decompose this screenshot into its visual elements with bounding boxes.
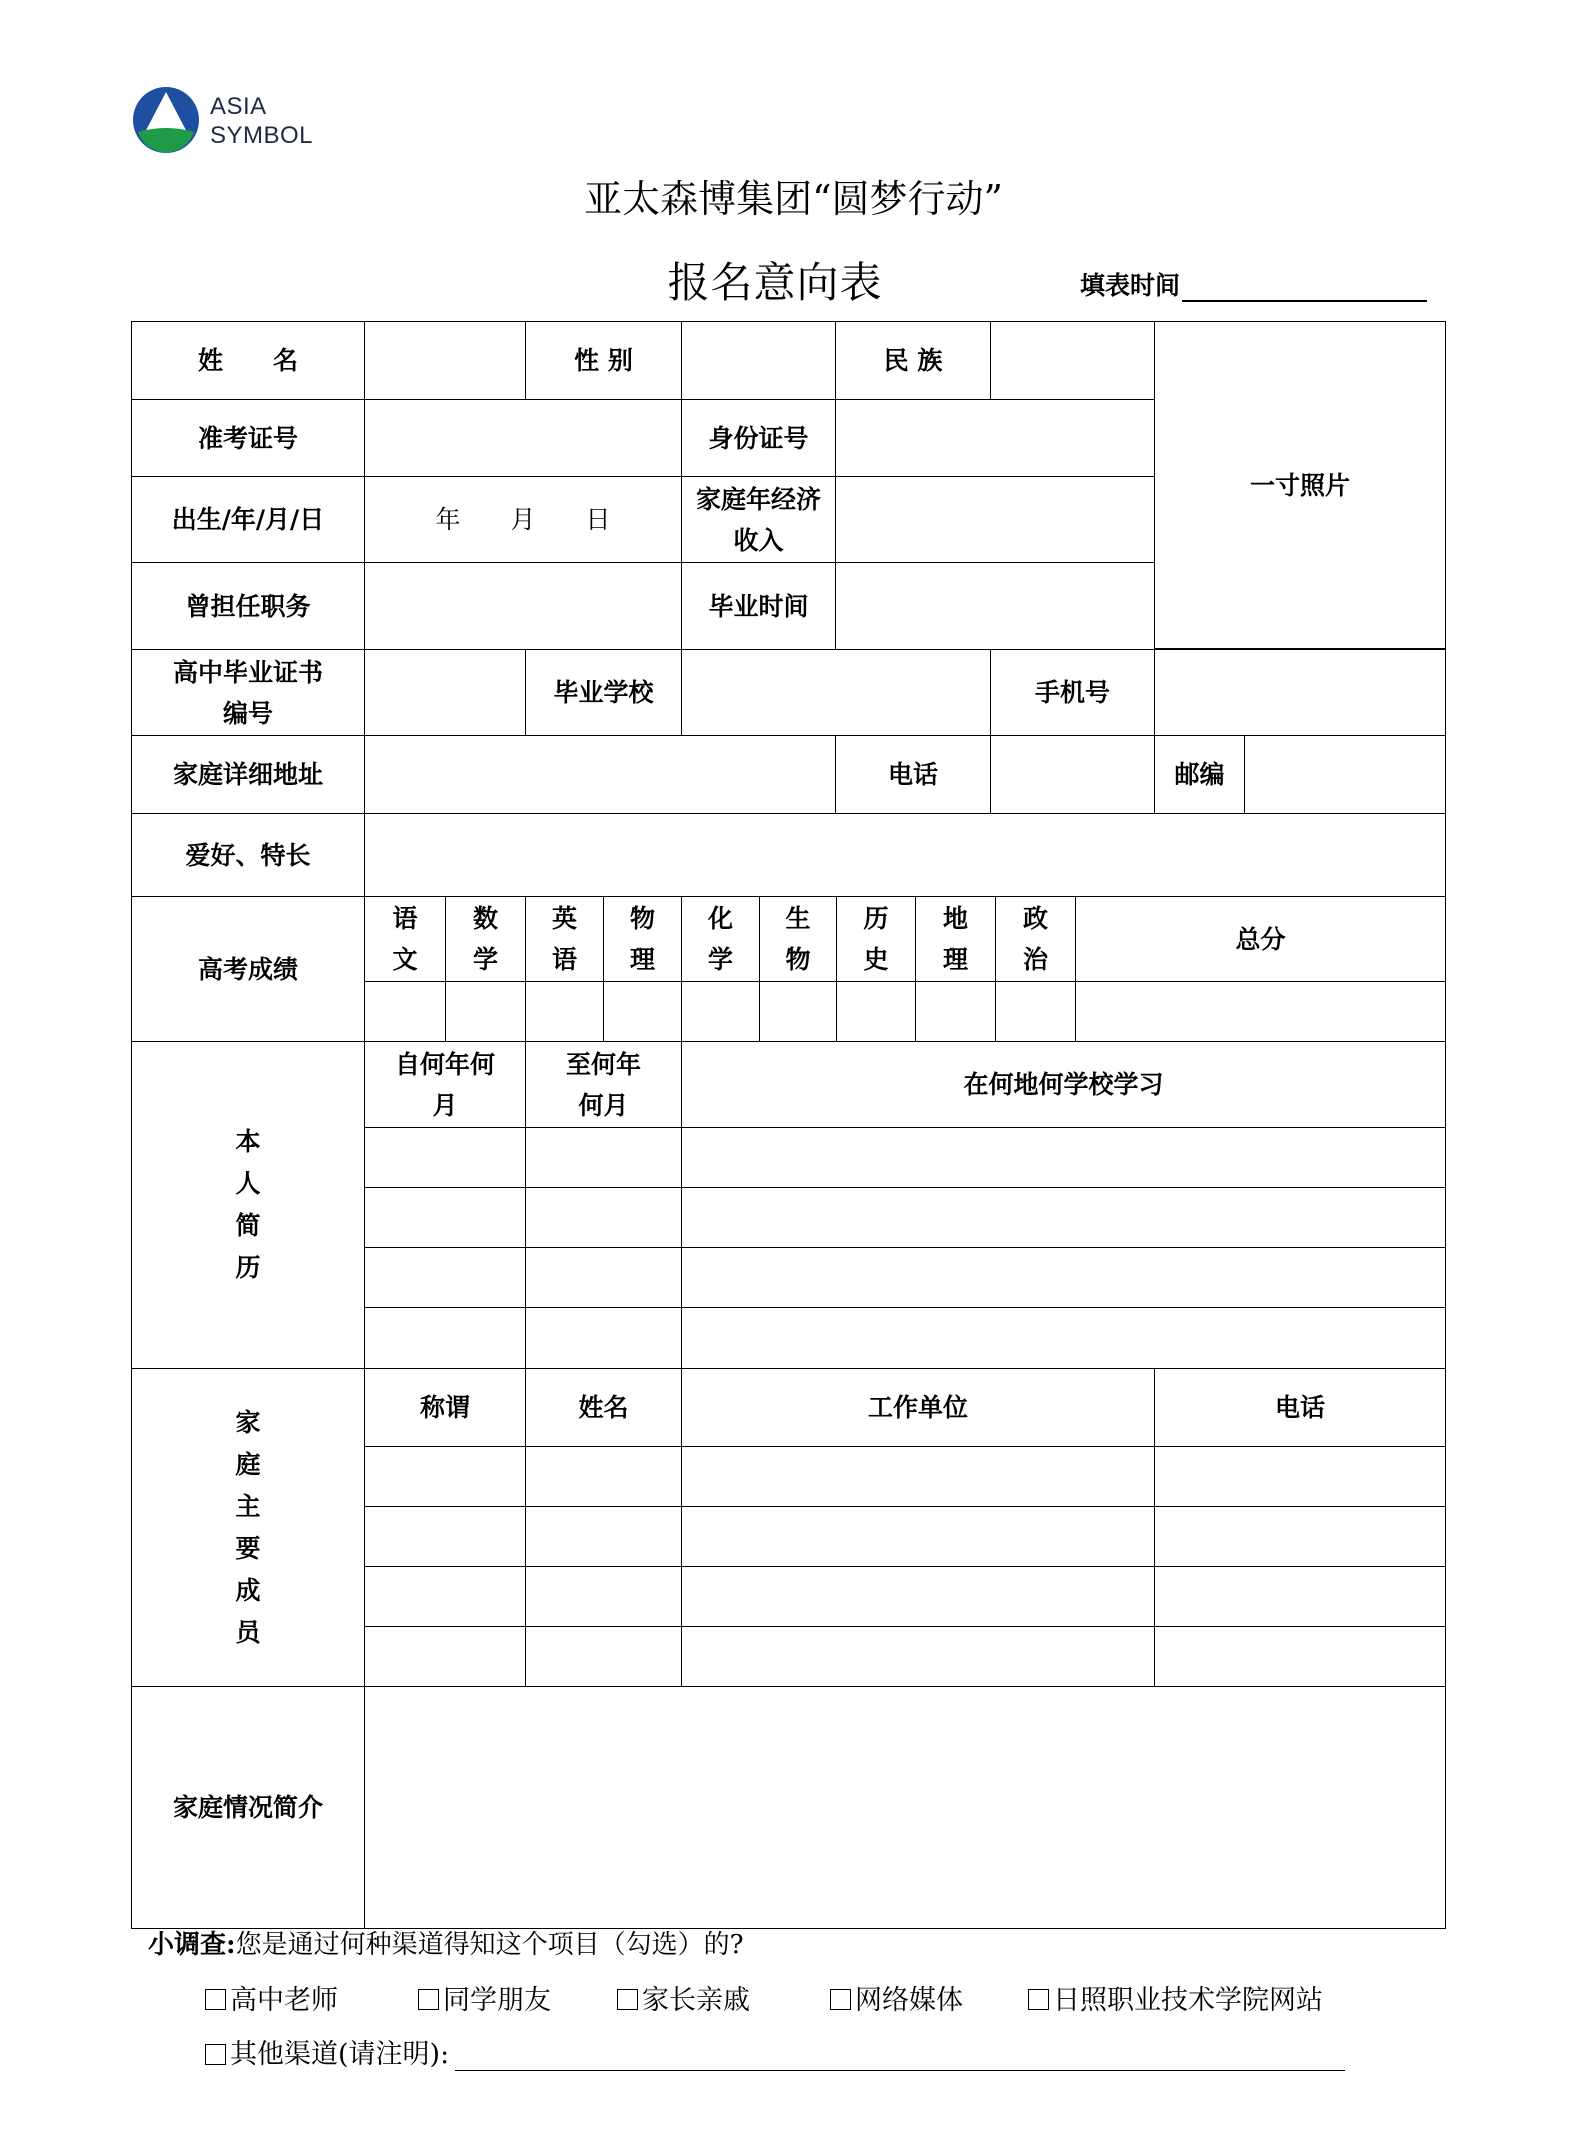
- total-label: 总分: [1075, 896, 1446, 982]
- exam-no-label: 准考证号: [131, 399, 365, 477]
- logo-line-1: ASIA: [210, 93, 267, 120]
- subject-biology: 生物: [759, 896, 837, 982]
- subject-politics: 政治: [995, 896, 1076, 982]
- family-row-1-relation[interactable]: [364, 1446, 526, 1507]
- fill-time-input[interactable]: [1182, 272, 1427, 302]
- subject-geography: 地理: [915, 896, 996, 982]
- family-info-label: 家庭情况简介: [131, 1686, 365, 1929]
- family-row-2-relation[interactable]: [364, 1506, 526, 1567]
- scores-label: 高考成绩: [131, 896, 365, 1042]
- birth-label: 出生/年/月/日: [131, 476, 365, 563]
- form-title: 亚太森博集团“圆梦行动”: [584, 177, 1003, 221]
- resume-row-1-to[interactable]: [525, 1127, 682, 1188]
- family-row-4-relation[interactable]: [364, 1626, 526, 1687]
- photo-box[interactable]: 一寸照片: [1154, 321, 1446, 649]
- resume-row-1-school[interactable]: [681, 1127, 1446, 1188]
- option-other-label: 其他渠道(请注明):: [230, 2039, 450, 2070]
- family-info-field[interactable]: [364, 1686, 1446, 1929]
- option-other: [205, 2032, 1345, 2071]
- family-row-2-name[interactable]: [525, 1506, 682, 1567]
- resume-row-3-school[interactable]: [681, 1247, 1446, 1308]
- survey-label: 小调查:: [148, 1930, 236, 1960]
- resume-row-4-to[interactable]: [525, 1307, 682, 1369]
- family-col-relation: 称谓: [364, 1368, 526, 1447]
- name-field[interactable]: [364, 321, 526, 400]
- resume-row-3-from[interactable]: [364, 1247, 526, 1308]
- resume-row-4-from[interactable]: [364, 1307, 526, 1369]
- grad-time-field[interactable]: [835, 562, 1155, 650]
- cert-no-label: 高中毕业证书编号: [131, 649, 365, 736]
- option-label: 日照职业技术学院网站: [1053, 1985, 1323, 2016]
- option-label: 同学朋友: [443, 1985, 551, 2016]
- family-row-3-workplace[interactable]: [681, 1566, 1155, 1627]
- survey-question-text: 您是通过何种渠道得知这个项目（勾选）的?: [235, 1930, 744, 1960]
- fill-time: [1080, 266, 1427, 302]
- score-history[interactable]: [836, 981, 916, 1042]
- asia-symbol-logo-icon: [130, 84, 202, 156]
- subject-chemistry: 化学: [681, 896, 760, 982]
- grad-school-field[interactable]: [681, 649, 991, 736]
- option-media[interactable]: [830, 1978, 963, 2017]
- family-col-name: 姓名: [525, 1368, 682, 1447]
- birth-field[interactable]: 年 月 日: [364, 476, 682, 563]
- score-physics[interactable]: [603, 981, 682, 1042]
- option-family[interactable]: [617, 1978, 750, 2017]
- score-politics[interactable]: [995, 981, 1076, 1042]
- resume-row-3-to[interactable]: [525, 1247, 682, 1308]
- survey-question: [148, 1924, 744, 1961]
- id-no-field[interactable]: [835, 399, 1155, 477]
- option-teacher[interactable]: [205, 1978, 338, 2017]
- family-row-2-workplace[interactable]: [681, 1506, 1155, 1567]
- family-row-3-name[interactable]: [525, 1566, 682, 1627]
- family-label: 家庭主要成员: [131, 1368, 365, 1687]
- resume-row-1-from[interactable]: [364, 1127, 526, 1188]
- family-row-1-name[interactable]: [525, 1446, 682, 1507]
- option-label: 网络媒体: [855, 1985, 963, 2016]
- gender-field[interactable]: [681, 321, 836, 400]
- fill-time-label: 填表时间: [1080, 271, 1181, 300]
- score-english[interactable]: [525, 981, 604, 1042]
- ethnicity-field[interactable]: [990, 321, 1155, 400]
- score-biology[interactable]: [759, 981, 837, 1042]
- option-label: 家长亲戚: [642, 1985, 750, 2016]
- income-field[interactable]: [835, 476, 1155, 563]
- company-logo: [130, 84, 330, 154]
- family-row-2-phone[interactable]: [1154, 1506, 1446, 1567]
- hobby-label: 爱好、特长: [131, 813, 365, 897]
- resume-col-school: 在何地何学校学习: [681, 1041, 1446, 1128]
- subject-math: 数学: [445, 896, 526, 982]
- mobile-field[interactable]: [1154, 649, 1446, 736]
- score-chinese[interactable]: [364, 981, 446, 1042]
- family-col-workplace: 工作单位: [681, 1368, 1155, 1447]
- hobby-field[interactable]: [364, 813, 1446, 897]
- family-row-4-name[interactable]: [525, 1626, 682, 1687]
- phone-label: 电话: [835, 735, 991, 814]
- checkbox-icon[interactable]: [205, 2044, 226, 2065]
- family-row-1-phone[interactable]: [1154, 1446, 1446, 1507]
- resume-row-2-to[interactable]: [525, 1187, 682, 1248]
- score-math[interactable]: [445, 981, 526, 1042]
- checkbox-icon[interactable]: [1028, 1989, 1049, 2010]
- grad-school-label: 毕业学校: [525, 649, 682, 736]
- subject-history: 历史: [836, 896, 916, 982]
- family-col-phone: 电话: [1154, 1368, 1446, 1447]
- ethnicity-label: 民 族: [835, 321, 991, 400]
- checkbox-icon[interactable]: [205, 1989, 226, 2010]
- income-label: 家庭年经济收入: [681, 476, 836, 563]
- resume-label: 本人简历: [131, 1041, 365, 1369]
- subject-english: 英语: [525, 896, 604, 982]
- score-total[interactable]: [1075, 981, 1446, 1042]
- postcode-field[interactable]: [1244, 735, 1446, 814]
- option-website[interactable]: [1028, 1978, 1323, 2017]
- option-friends[interactable]: [418, 1978, 551, 2017]
- name-label: 姓 名: [131, 321, 365, 400]
- family-row-1-workplace[interactable]: [681, 1446, 1155, 1507]
- logo-line-2: SYMBOL: [210, 122, 314, 149]
- resume-col-to: 至何年何月: [525, 1041, 682, 1128]
- mobile-label: 手机号: [990, 649, 1155, 736]
- option-other-input[interactable]: [455, 2040, 1345, 2071]
- checkbox-icon[interactable]: [617, 1989, 638, 2010]
- cert-no-field[interactable]: [364, 649, 526, 736]
- family-row-3-phone[interactable]: [1154, 1566, 1446, 1627]
- family-row-3-relation[interactable]: [364, 1566, 526, 1627]
- postcode-label: 邮编: [1154, 735, 1245, 814]
- subject-chinese: 语文: [364, 896, 446, 982]
- resume-row-2-from[interactable]: [364, 1187, 526, 1248]
- option-label: 高中老师: [230, 1985, 338, 2016]
- position-label: 曾担任职务: [131, 562, 365, 650]
- resume-row-2-school[interactable]: [681, 1187, 1446, 1248]
- gender-label: 性 别: [525, 321, 682, 400]
- family-row-4-workplace[interactable]: [681, 1626, 1155, 1687]
- id-no-label: 身份证号: [681, 399, 836, 477]
- phone-field[interactable]: [990, 735, 1155, 814]
- survey-options: [0, 1978, 1587, 2018]
- score-chemistry[interactable]: [681, 981, 760, 1042]
- subject-physics: 物理: [603, 896, 682, 982]
- checkbox-icon[interactable]: [830, 1989, 851, 2010]
- form-subtitle: 报名意向表: [667, 258, 883, 307]
- resume-row-4-school[interactable]: [681, 1307, 1446, 1369]
- family-row-4-phone[interactable]: [1154, 1626, 1446, 1687]
- address-label: 家庭详细地址: [131, 735, 365, 814]
- address-field[interactable]: [364, 735, 836, 814]
- grad-time-label: 毕业时间: [681, 562, 836, 650]
- position-field[interactable]: [364, 562, 682, 650]
- score-geography[interactable]: [915, 981, 996, 1042]
- resume-col-from: 自何年何月: [364, 1041, 526, 1128]
- exam-no-field[interactable]: [364, 399, 682, 477]
- checkbox-icon[interactable]: [418, 1989, 439, 2010]
